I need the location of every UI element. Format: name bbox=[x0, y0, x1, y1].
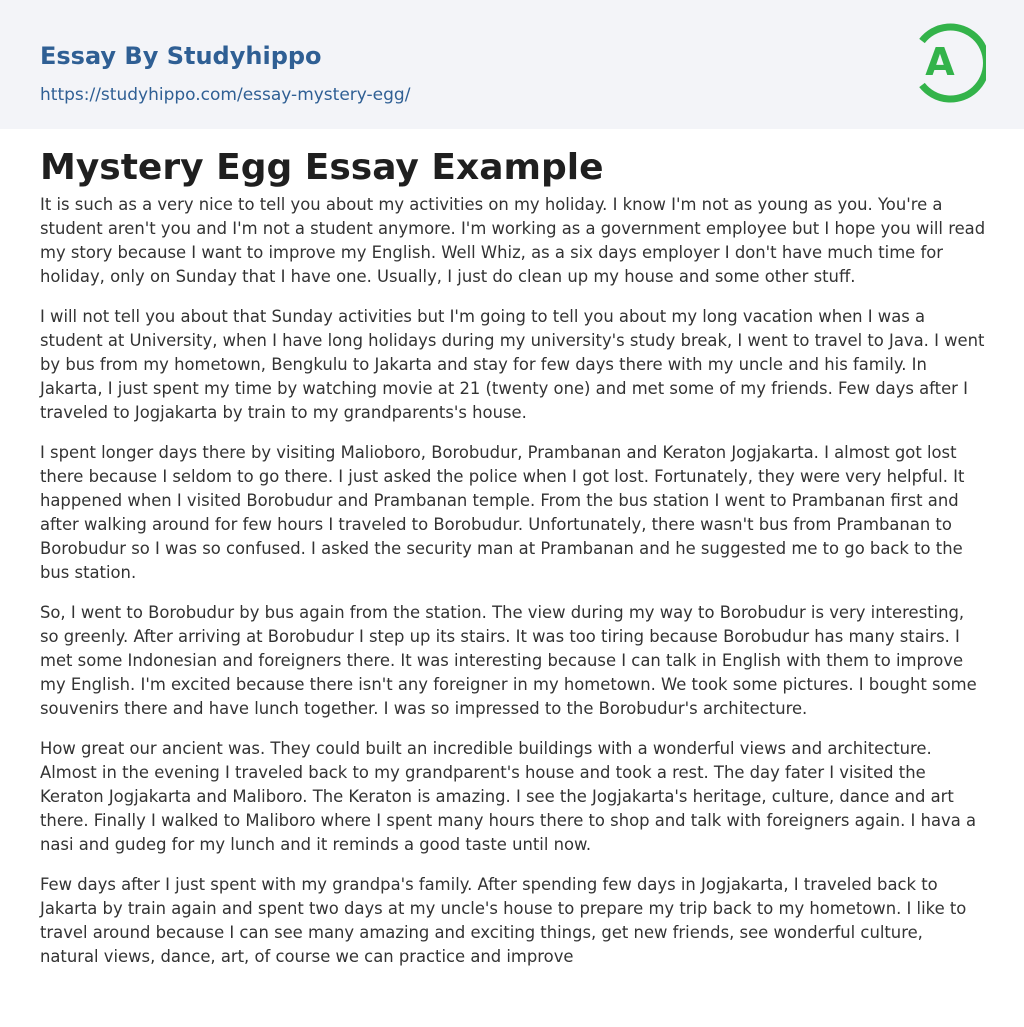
essay-paragraph: So, I went to Borobudur by bus again from the station. The view during my way to Borobudur is very interesting, so greenly. After arriving at Borobudur I step up its stairs. It was too tiring because Borobudur has many stairs. I met some Indonesian and foreigners there. It was interesting because I can talk in English with them to improve my English. I'm excited because there isn't any foreigner in my hometown. We took some pictures. I bought some souvenirs there and have lunch together. I was so impressed to the Borobudur's architecture. bbox=[40, 603, 977, 718]
svg-text:A: A bbox=[925, 40, 955, 84]
source-url-link[interactable]: https://studyhippo.com/essay-mystery-egg/ bbox=[40, 85, 411, 105]
brand-title: Essay By Studyhippo bbox=[40, 42, 322, 70]
essay-paragraph: It is such as a very nice to tell you about my activities on my holiday. I know I'm not as young as you. You're a student aren't you and I'm not a student anymore. I'm working as a government employee but I hope you will read my story because I want to improve my English. Well Whiz, as a six days employer I don't have much time for holiday, only on Sunday that I have one. Usually, I just do clean up my house and some other stuff. bbox=[40, 195, 986, 286]
essay-paragraph: How great our ancient was. They could built an incredible buildings with a wonderful views and architecture. Almost in the evening I traveled back to my grandparent's house and took a rest. The day fater I visited the Keraton Jogjakarta and Maliboro. The Keraton is amazing. I see the Jogjakarta's heritage, culture, dance and art there. Finally I walked to Maliboro where I spent many hours there to shop and talk with foreigners again. I hava a nasi and gudeg for my lunch and it reminds a good taste until now. bbox=[40, 739, 977, 854]
essay-paragraph: I will not tell you about that Sunday activities but I'm going to tell you about my long vacation when I was a student at University, when I have long holidays during my university's study break, I went to travel to Java. I went by bus from my hometown, Bengkulu to Jakarta and stay for few days there with my uncle and his family. In Jakarta, I just spent my time by watching movie at 21 (twenty one) and met some of my friends. Few days after I traveled to Jogjakarta by train to my grandparents's house. bbox=[40, 307, 985, 422]
essay-paragraph: I spent longer days there by visiting Malioboro, Borobudur, Prambanan and Keraton Jogjakarta. I almost got lost there because I seldom to go there. I just asked the police when I got lost. Fortunately, they were very helpful. It happened when I visited Borobudur and Prambanan temple. From the bus station I went to Prambanan first and after walking around for few hours I traveled to Borobudur. Unfortunately, there wasn't bus from Prambanan to Borobudur so I was so confused. I asked the security man at Prambanan and he suggested me to go back to the bus station. bbox=[40, 443, 965, 582]
essay-paragraph: Few days after I just spent with my grandpa's family. After spending few days in Jogjakarta, I traveled back to Jakarta by train again and spent two days at my uncle's house to prepare my trip back to my hometown. I like to travel around because I can see many amazing and exciting things, get new friends, see wonderful culture, natural views, dance, art, of course we can practice and improve bbox=[40, 875, 967, 966]
essay-title: Mystery Egg Essay Example bbox=[40, 147, 604, 188]
essay-body bbox=[40, 193, 986, 985]
studyhippo-logo-icon[interactable] bbox=[912, 19, 986, 107]
